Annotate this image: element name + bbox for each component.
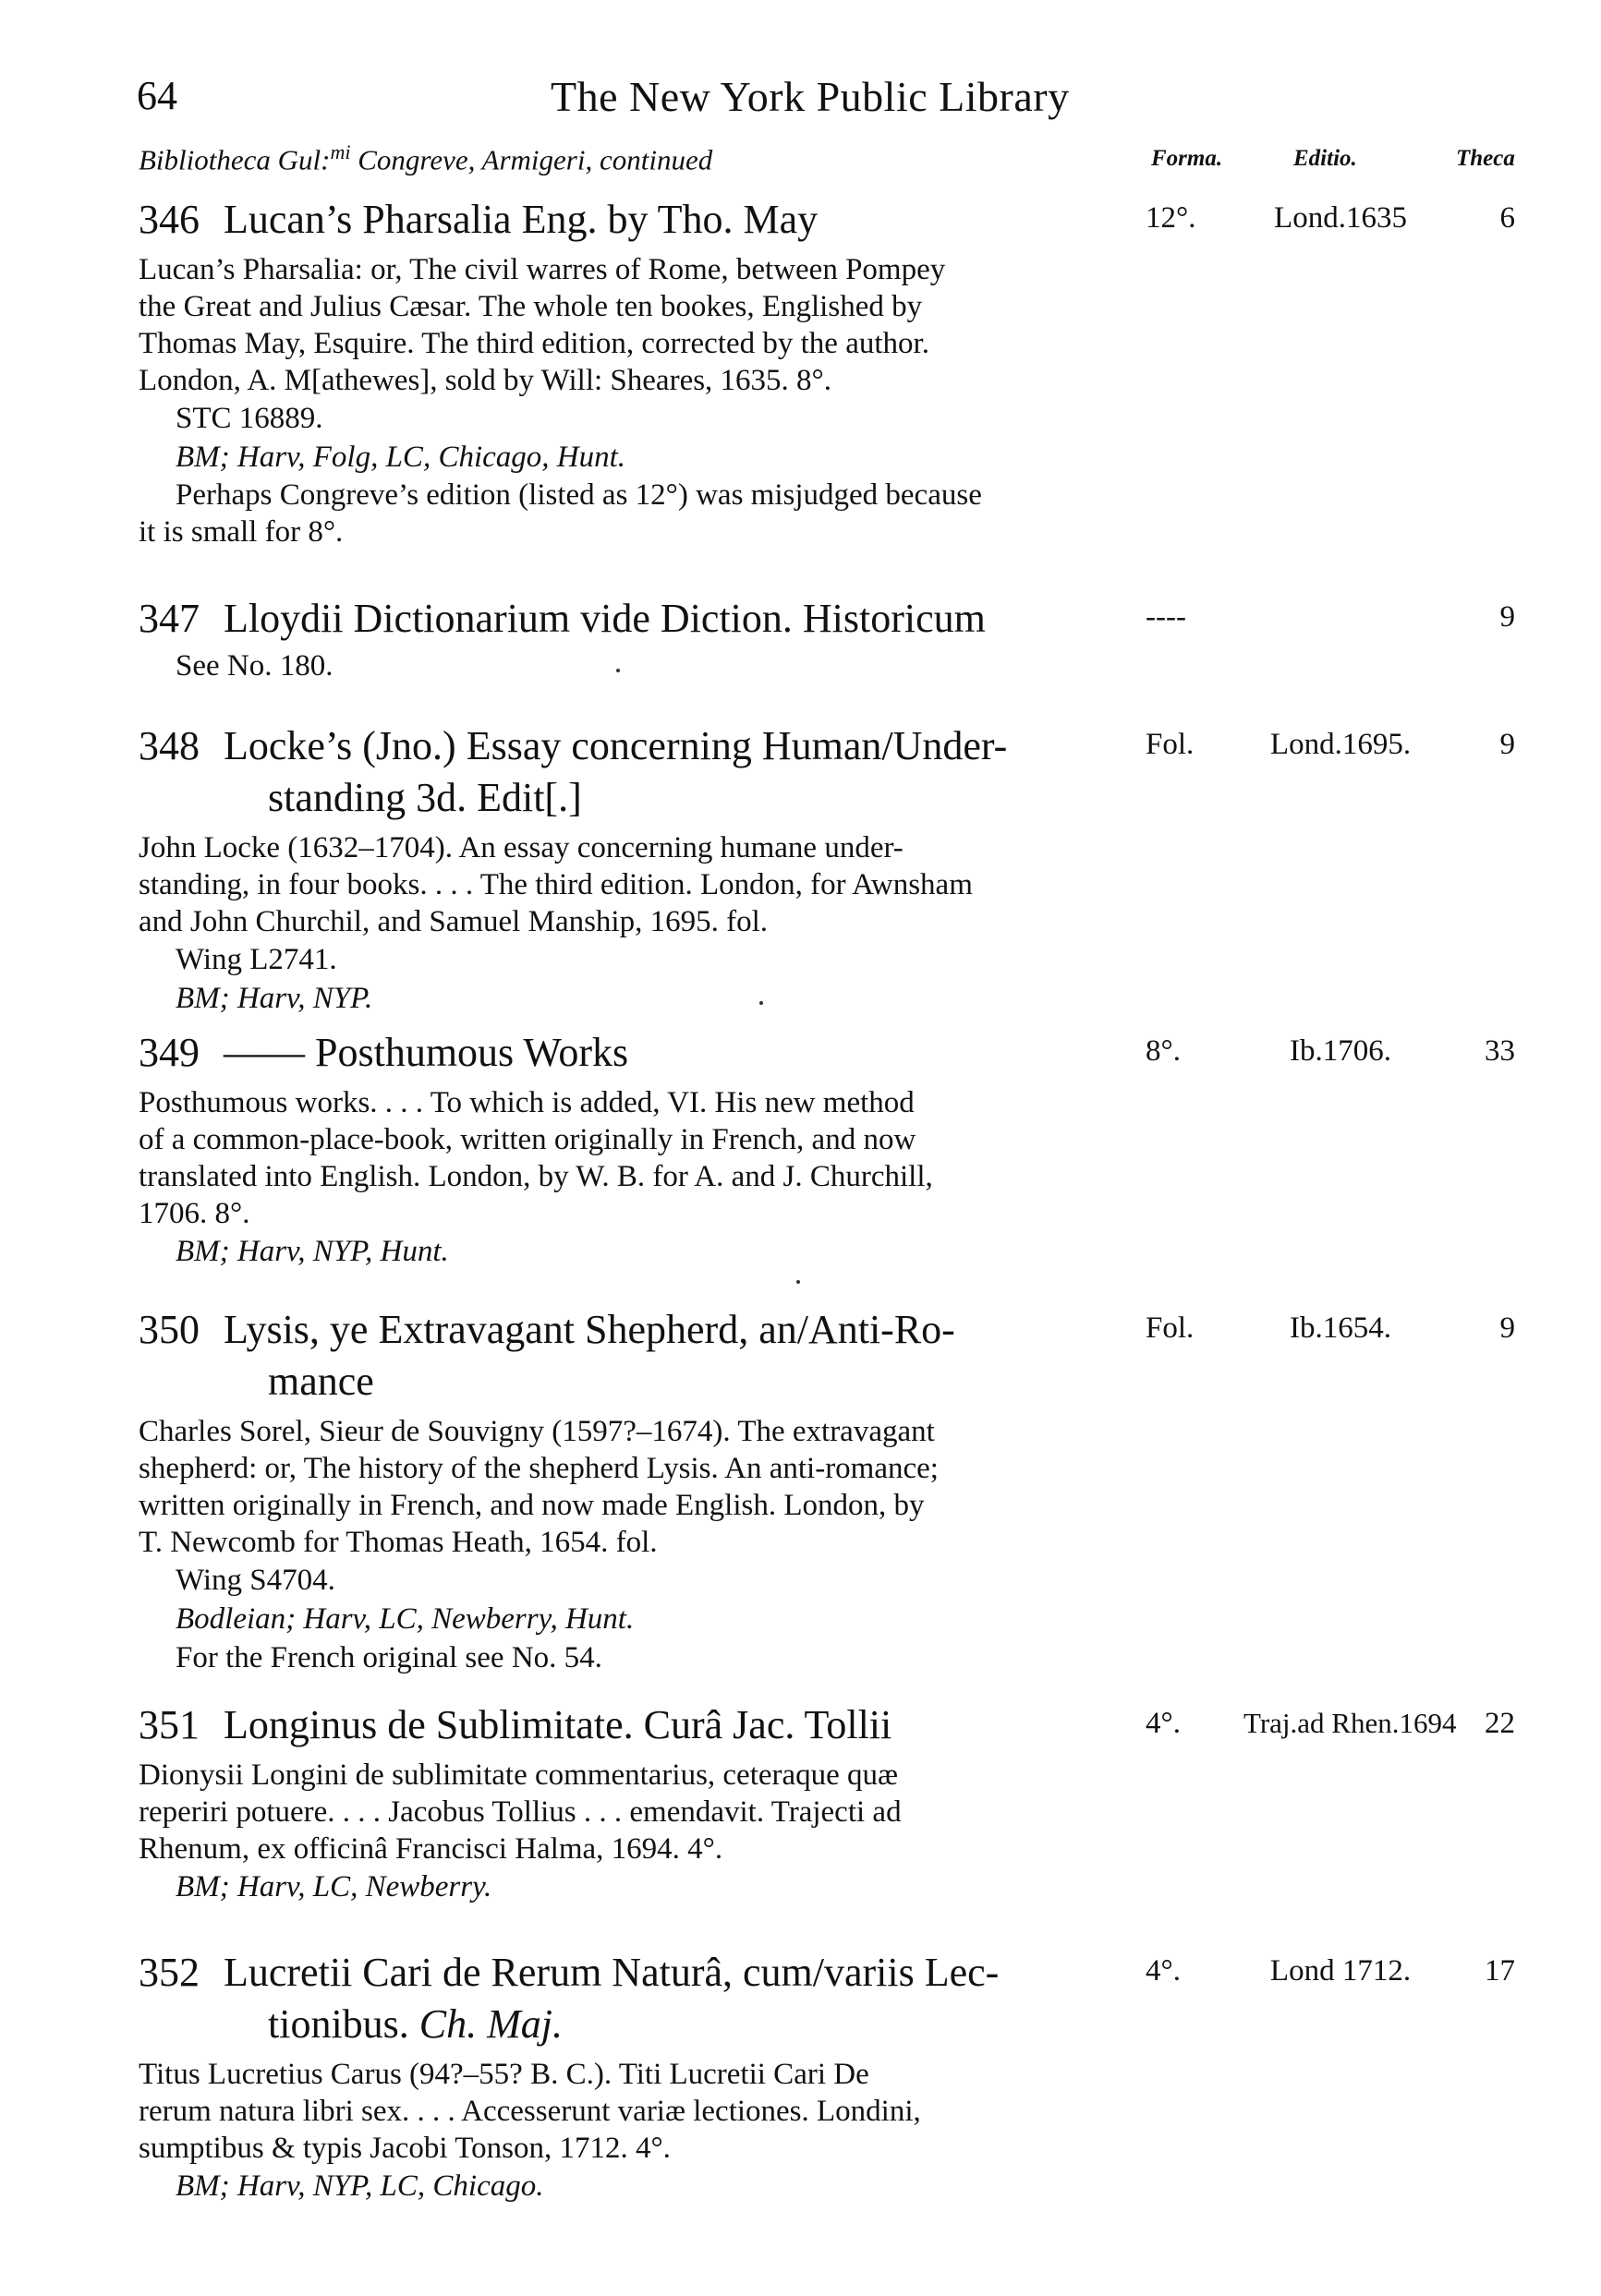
entry-editio: Traj.ad Rhen.1694 (1243, 1707, 1457, 1739)
catalog-entry-350 (139, 1306, 1524, 1677)
title-continued-plain: tionibus. (268, 2001, 409, 2047)
entry-theca: 6 (1499, 201, 1515, 235)
continued-suffix: Congreve, Armigeri, continued (350, 143, 713, 176)
entry-title: Lucan’s Pharsalia Eng. by Tho. May (224, 197, 819, 242)
entry-title: Lloydii Dictionarium vide Diction. Historicum (224, 596, 986, 641)
catalog-entry-351 (139, 1701, 1524, 1906)
desc-line: of a common-place-book, written originally in French, and now (139, 1123, 916, 1156)
page-title: The New York Public Library (551, 73, 1070, 120)
entry-number: 349 (139, 1030, 200, 1075)
entry-number: 346 (139, 197, 200, 242)
entry-reference: Wing L2741. (176, 943, 337, 976)
entry-forma: 8°. (1146, 1034, 1181, 1068)
entry-description (139, 251, 1099, 399)
title-continued-italic: Ch. Maj. (418, 2001, 564, 2047)
continued-prefix: Bibliotheca Gul: (139, 143, 331, 176)
entry-theca: 9 (1499, 728, 1515, 761)
desc-line: Titus Lucretius Carus (94?–55? B. C.). Titi Lucretii Cari De (139, 2058, 869, 2091)
desc-line: standing, in four books. . . . The third edition. London, for Awnsham (139, 868, 973, 901)
catalog-entry-347 (139, 595, 1524, 685)
entry-title: Locke’s (Jno.) Essay concerning Human/Under- (224, 723, 1008, 768)
entry-title-continued: standing 3d. Edit[.] (268, 775, 582, 820)
entry-forma: 4°. (1146, 1707, 1181, 1740)
entry-number: 350 (139, 1307, 200, 1352)
entry-reference: Wing S4704. (176, 1564, 335, 1597)
entry-libraries: BM; Harv, NYP. (176, 982, 373, 1015)
desc-line: reperiri potuere. . . . Jacobus Tollius . . . emendavit. Trajecti ad (139, 1795, 902, 1829)
entry-theca: 9 (1499, 1311, 1515, 1345)
column-editio: Editio. (1293, 146, 1357, 171)
column-theca: Theca (1456, 146, 1515, 171)
entry-description (139, 1413, 1099, 1561)
entry-description (139, 2056, 1099, 2167)
desc-line: 1706. 8°. (139, 1197, 250, 1230)
entry-forma: Fol. (1146, 728, 1195, 761)
catalog-entry-348 (139, 722, 1524, 1018)
desc-line: sumptibus & typis Jacobi Tonson, 1712. 4°. (139, 2132, 671, 2165)
desc-line: Charles Sorel, Sieur de Souvigny (1597?–1674). The extravagant (139, 1415, 935, 1448)
entry-libraries: BM; Harv, LC, Newberry. (176, 1870, 492, 1903)
entry-editio: Lond 1712. (1269, 1954, 1412, 1988)
print-speck (796, 1280, 800, 1284)
entry-title: Longinus de Sublimitate. Curâ Jac. Tollii (224, 1702, 892, 1747)
desc-line: Dionysii Longini de sublimitate commentarius, ceteraque quæ (139, 1758, 899, 1792)
entry-title: —— Posthumous Works (224, 1030, 629, 1075)
entry-description (139, 829, 1099, 940)
entry-title-continued (224, 2000, 1601, 2052)
page-number: 64 (137, 73, 177, 118)
desc-line: London, A. M[athewes], sold by Will: Sheares, 1635. 8°. (139, 364, 832, 397)
desc-line: the Great and Julius Cæsar. The whole ten bookes, Englished by (139, 290, 923, 323)
desc-line: Posthumous works. . . . To which is added, VI. His new method (139, 1086, 915, 1119)
entry-title-continued: mance (268, 1359, 374, 1404)
desc-line: T. Newcomb for Thomas Heath, 1654. fol. (139, 1526, 658, 1559)
note-line: Perhaps Congreve’s edition (listed as 12°) was misjudged because (176, 478, 982, 512)
desc-line: translated into English. London, by W. B. for A. and J. Churchill, (139, 1160, 933, 1193)
entry-reference: STC 16889. (176, 402, 323, 435)
entry-description (139, 1084, 1099, 1232)
entry-libraries: BM; Harv, NYP, Hunt. (176, 1235, 449, 1268)
column-header-row (139, 140, 1524, 181)
entry-forma: Fol. (1146, 1311, 1195, 1345)
entry-note (139, 477, 1099, 550)
entry-title: Lucretii Cari de Rerum Naturâ, cum/variis Lec- (224, 1950, 1000, 1995)
entry-extra-note: For the French original see No. 54. (176, 1641, 602, 1674)
entry-number: 347 (139, 596, 200, 641)
continued-superscript: mi (330, 140, 351, 163)
entry-description (139, 1757, 1099, 1867)
entry-theca: 17 (1485, 1954, 1515, 1988)
desc-line: and John Churchil, and Samuel Manship, 1695. fol. (139, 905, 769, 938)
column-forma: Forma. (1151, 146, 1223, 171)
entry-editio: Lond.1635 (1274, 201, 1407, 235)
catalog-entry-349 (139, 1029, 1524, 1271)
desc-line: shepherd: or, The history of the shepherd Lysis. An anti-romance; (139, 1452, 939, 1485)
page-header (137, 72, 1486, 137)
entry-libraries: BM; Harv, Folg, LC, Chicago, Hunt. (176, 441, 626, 474)
desc-line: Rhenum, ex officinâ Francisci Halma, 1694. 4°. (139, 1832, 723, 1866)
print-speck (759, 1001, 763, 1005)
entry-editio: Ib.1654. (1290, 1311, 1391, 1345)
entry-title: Lysis, ye Extravagant Shepherd, an/Anti-Ro- (224, 1307, 955, 1352)
note-line: it is small for 8°. (139, 515, 344, 549)
entry-theca: 22 (1485, 1707, 1515, 1740)
entry-see-also: See No. 180. (176, 649, 334, 683)
desc-line: written originally in French, and now made English. London, by (139, 1489, 925, 1522)
entry-libraries: Bodleian; Harv, LC, Newberry, Hunt. (176, 1602, 635, 1636)
desc-line: Thomas May, Esquire. The third edition, corrected by the author. (139, 327, 929, 360)
catalog-entry-346 (139, 196, 1524, 550)
print-speck (616, 669, 620, 672)
desc-line: John Locke (1632–1704). An essay concerning humane under- (139, 831, 904, 864)
desc-line: Lucan’s Pharsalia: or, The civil warres of Rome, between Pompey (139, 253, 946, 286)
entry-forma: 12°. (1146, 201, 1196, 235)
entry-number: 348 (139, 723, 200, 768)
entry-forma: 4°. (1146, 1954, 1181, 1988)
catalog-entry-352 (139, 1949, 1524, 2205)
entry-theca: 9 (1499, 600, 1515, 634)
entry-number: 351 (139, 1702, 200, 1747)
entry-editio: Lond.1695. (1269, 728, 1412, 761)
entry-forma: ---- (1146, 600, 1186, 634)
desc-line: rerum natura libri sex. . . . Accesserunt variæ lectiones. Londini, (139, 2095, 921, 2128)
entry-libraries: BM; Harv, NYP, LC, Chicago. (176, 2169, 544, 2203)
entry-theca: 33 (1485, 1034, 1515, 1068)
continued-heading (139, 140, 712, 176)
entry-editio: Ib.1706. (1290, 1034, 1391, 1068)
entry-number: 352 (139, 1950, 200, 1995)
